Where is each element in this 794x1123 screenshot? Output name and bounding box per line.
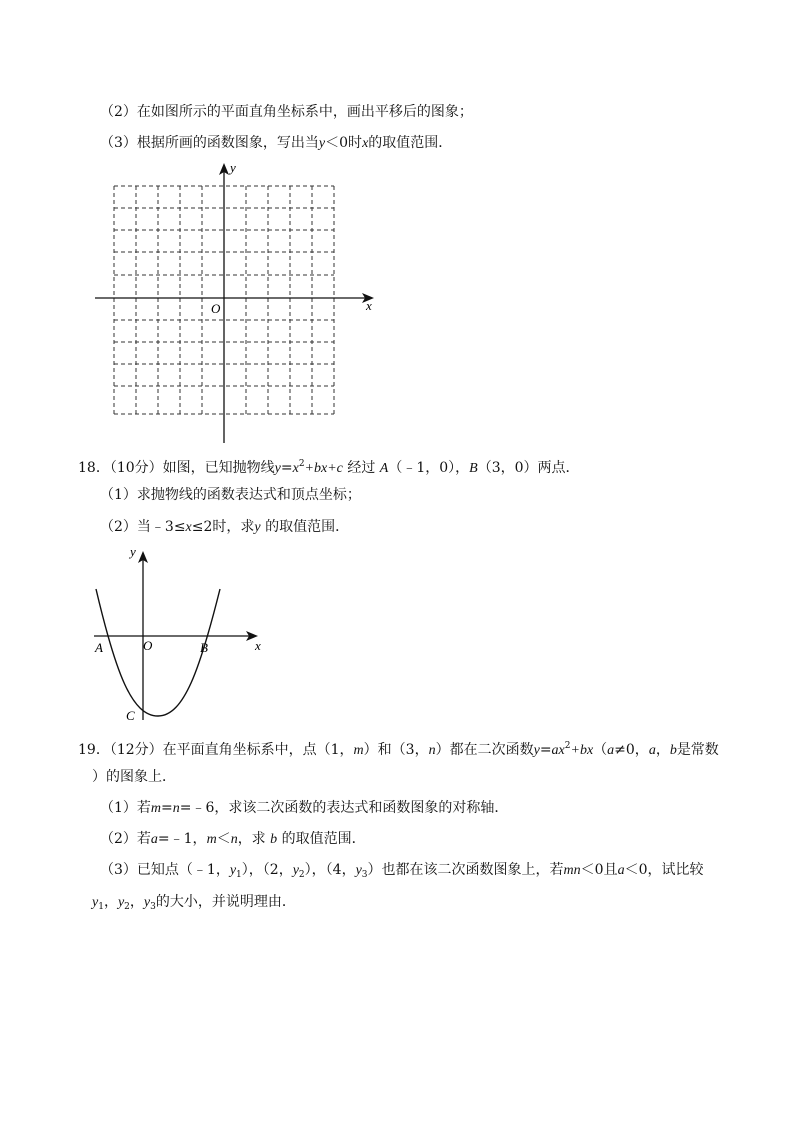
x-axis-label: x xyxy=(366,298,372,313)
q19-head: 19．（12分）在平面直角坐标系中，点（1，m）和（3，n）都在二次函数$y=ax^2+bx(a\ne 0$，a，b是常数 xyxy=(78,741,719,758)
q17-part3: （3）根据所画的函数图象，写出当y＜0时x的取值范围． xyxy=(100,135,453,151)
q18-part1: （1）求抛物线的函数表达式和顶点坐标； xyxy=(100,487,361,503)
q18-parabola-figure xyxy=(88,544,268,724)
y-axis-label: y xyxy=(130,544,136,559)
q19-part2: （2）若a=﹣1，m＜n，求 b 的取值范围． xyxy=(100,831,366,847)
q17-part2: （2）在如图所示的平面直角坐标系中，画出平移后的图象； xyxy=(100,104,473,120)
q19-line2: ）的图象上． xyxy=(92,769,176,785)
q19-part3: （3）已知点（﹣1，$y_1$），（2，$y_2$），（4，$y_3$）也都在该二次函数图象上，若mn＜0且a＜0，试比较 xyxy=(100,862,704,880)
x-axis-label: x xyxy=(255,638,261,653)
point-a-label: A xyxy=(95,640,103,655)
q19-part3-line2: $y_1$，$y_2$，$y_3$的大小，并说明理由． xyxy=(92,894,296,912)
q17-grid-figure xyxy=(90,158,380,448)
point-c-label: C xyxy=(126,708,135,723)
y-axis-label: y xyxy=(230,160,236,175)
origin-label: O xyxy=(143,638,153,653)
origin-label: O xyxy=(211,301,221,316)
q19-part1: （1）若m=n=﹣6，求该二次函数的表达式和函数图象的对称轴． xyxy=(100,800,509,816)
point-b-label: B xyxy=(200,640,208,655)
q18-part2: （2）当﹣3≤x≤2时，求y 的取值范围． xyxy=(100,519,350,535)
q18-head: 18．（10分）如图，已知抛物线$y=x^2+bx+c$ 经过 A（﹣1，0），B（3，0）两点． xyxy=(78,459,580,476)
